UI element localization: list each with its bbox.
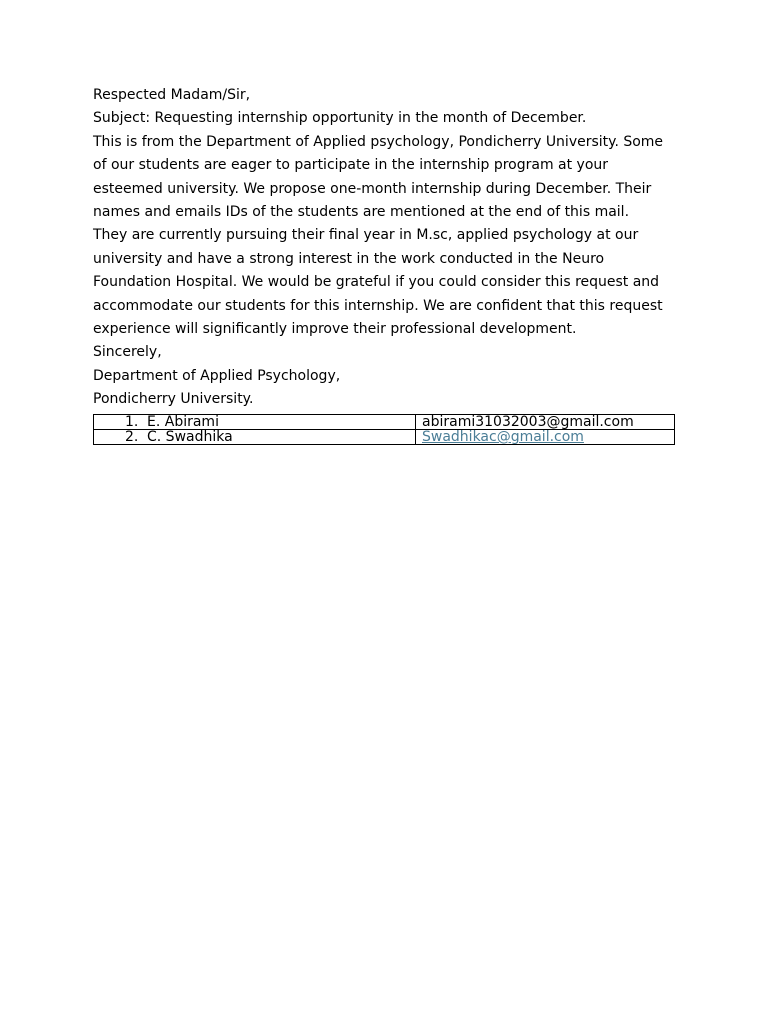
body-line: of our students are eager to participate in the internship program at your bbox=[93, 157, 609, 174]
student-name-cell bbox=[94, 430, 416, 445]
student-name-cell bbox=[94, 415, 416, 430]
closing: Sincerely, bbox=[93, 344, 162, 361]
student-name: E. Abirami bbox=[147, 414, 219, 430]
table-row bbox=[94, 415, 675, 430]
student-email-cell bbox=[416, 415, 675, 430]
signature-department: Department of Applied Psychology, bbox=[93, 367, 341, 384]
student-name: C. Swadhika bbox=[147, 429, 233, 445]
student-email-link[interactable]: Swadhikac@gmail.com bbox=[422, 429, 584, 445]
body-line: university and have a strong interest in the work conducted in the Neuro bbox=[93, 250, 605, 267]
list-number: 1. bbox=[125, 414, 139, 430]
body-line: Foundation Hospital. We would be grateful if you could consider this request and bbox=[93, 274, 660, 291]
table-row bbox=[94, 430, 675, 445]
letter bbox=[93, 84, 675, 411]
subject-line: Subject: Requesting internship opportunity in the month of December. bbox=[93, 110, 587, 127]
list-number: 2. bbox=[125, 429, 139, 445]
student-email-cell bbox=[416, 430, 675, 445]
body-line: They are currently pursuing their final year in M.sc, applied psychology at our bbox=[93, 227, 639, 244]
signature-university: Pondicherry University. bbox=[93, 391, 254, 408]
body-line: accommodate our students for this internship. We are confident that this request bbox=[93, 297, 663, 314]
letter-body bbox=[93, 131, 675, 342]
students-table bbox=[93, 414, 675, 445]
student-email: abirami31032003@gmail.com bbox=[422, 414, 634, 430]
salutation: Respected Madam/Sir, bbox=[93, 87, 251, 103]
body-line: experience will significantly improve their professional development. bbox=[93, 320, 577, 337]
body-line: names and emails IDs of the students are mentioned at the end of this mail. bbox=[93, 203, 630, 220]
body-line: esteemed university. We propose one-month internship during December. Their bbox=[93, 180, 652, 197]
body-line: This is from the Department of Applied psychology, Pondicherry University. Some bbox=[93, 133, 664, 150]
